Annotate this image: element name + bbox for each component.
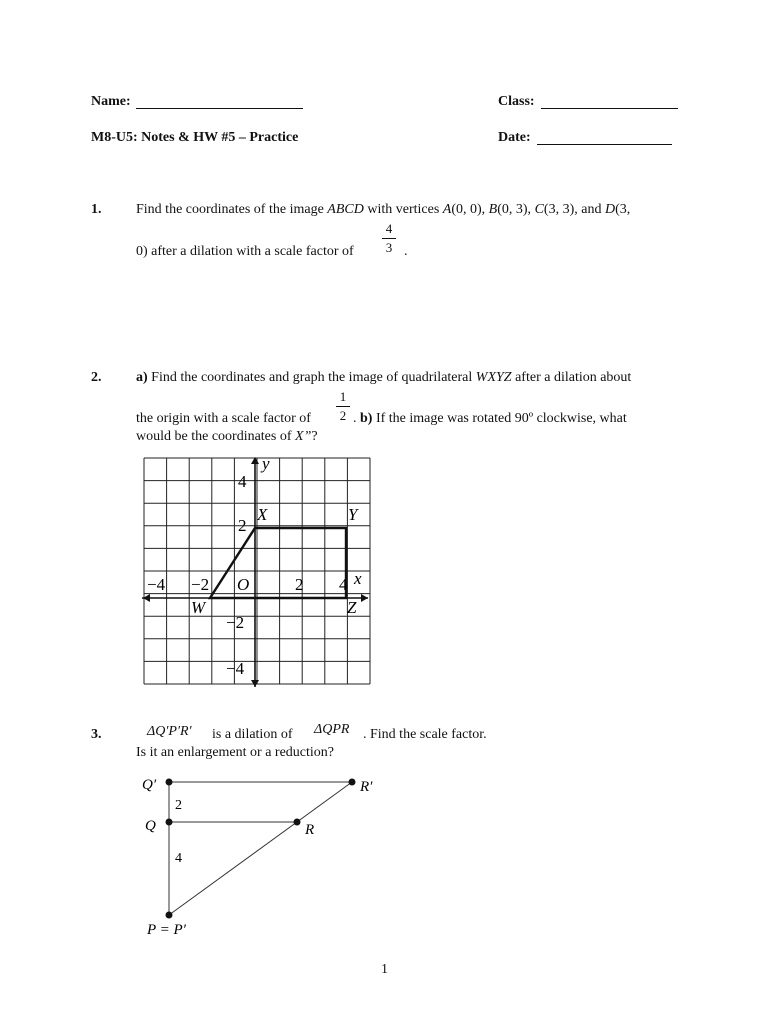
label-qprime: Q′ (142, 777, 157, 793)
q1-number: 1. (91, 202, 102, 217)
date-blank[interactable] (537, 132, 672, 150)
point-rprime (349, 779, 356, 786)
tick-x4: 4 (339, 575, 348, 594)
q3-triangle-figure (135, 770, 395, 940)
point-r (294, 819, 301, 826)
tick-xneg2: −2 (191, 575, 210, 594)
length-label-4: 4 (175, 851, 182, 866)
tick-xneg4: −4 (147, 575, 166, 594)
q2-scale-fraction: 1 2 (336, 389, 350, 424)
q3-line2: Is it an enlargement or a reduction? (136, 745, 334, 760)
point-qprime (166, 779, 173, 786)
label-p-equals-pprime: P = P′ (147, 922, 186, 938)
length-label-2: 2 (175, 798, 182, 813)
q3-triangle-image: ΔQ′P′R′ (147, 724, 192, 739)
q2-number: 2. (91, 370, 102, 385)
class-label: Class: (498, 94, 535, 109)
q1-period: . (404, 244, 408, 259)
q3-number: 3. (91, 727, 102, 742)
x-axis-label: x (354, 569, 362, 588)
q1-line2: 0) after a dilation with a scale factor of (136, 244, 354, 259)
tick-yneg4: −4 (226, 659, 245, 678)
tick-y4: 4 (238, 472, 247, 491)
class-blank[interactable] (541, 96, 678, 114)
q2-line1: a) Find the coordinates and graph the image of quadrilateral WXYZ after a dilation about (136, 370, 632, 385)
origin-label: O (237, 575, 250, 594)
segment-p-rprime (169, 782, 352, 915)
q3-triangle-original: ΔQPR (314, 722, 350, 737)
q3-text-a: is a dilation of (212, 727, 293, 742)
page-number: 1 (381, 962, 388, 977)
name-label: Name: (91, 94, 131, 109)
q2-coordinate-grid (142, 455, 372, 690)
x-axis-right-arrow (361, 594, 368, 602)
tick-y2: 2 (238, 516, 247, 535)
q2-line3: would be the coordinates of X”? (136, 429, 318, 444)
q2-line2a: the origin with a scale factor of (136, 411, 311, 426)
worksheet-title: M8-U5: Notes & HW #5 – Practice (91, 130, 299, 145)
y-axis-label: y (262, 455, 270, 473)
vertex-w-label: W (191, 598, 206, 617)
quadrilateral-wxyz (210, 528, 346, 598)
q1-line1: Find the coordinates of the image ABCD with vertices A(0, 0), B(0, 3), C(3, 3), and D(3, (136, 202, 631, 217)
q1-scale-fraction: 4 3 (382, 221, 396, 256)
vertex-x-label: X (257, 505, 268, 524)
vertex-y-label: Y (348, 505, 358, 524)
tick-yneg2: −2 (226, 613, 245, 632)
label-q: Q (145, 818, 156, 834)
q3-text-b: . Find the scale factor. (363, 727, 487, 742)
name-blank[interactable] (136, 96, 303, 114)
label-r: R (305, 822, 315, 838)
date-label: Date: (498, 130, 531, 145)
label-rprime: R′ (360, 779, 373, 795)
point-q (166, 819, 173, 826)
q2-line2b: . b) If the image was rotated 90º clockwise, what (353, 411, 627, 426)
tick-x2: 2 (295, 575, 304, 594)
vertex-z-label: Z (347, 598, 357, 617)
point-p (166, 912, 173, 919)
